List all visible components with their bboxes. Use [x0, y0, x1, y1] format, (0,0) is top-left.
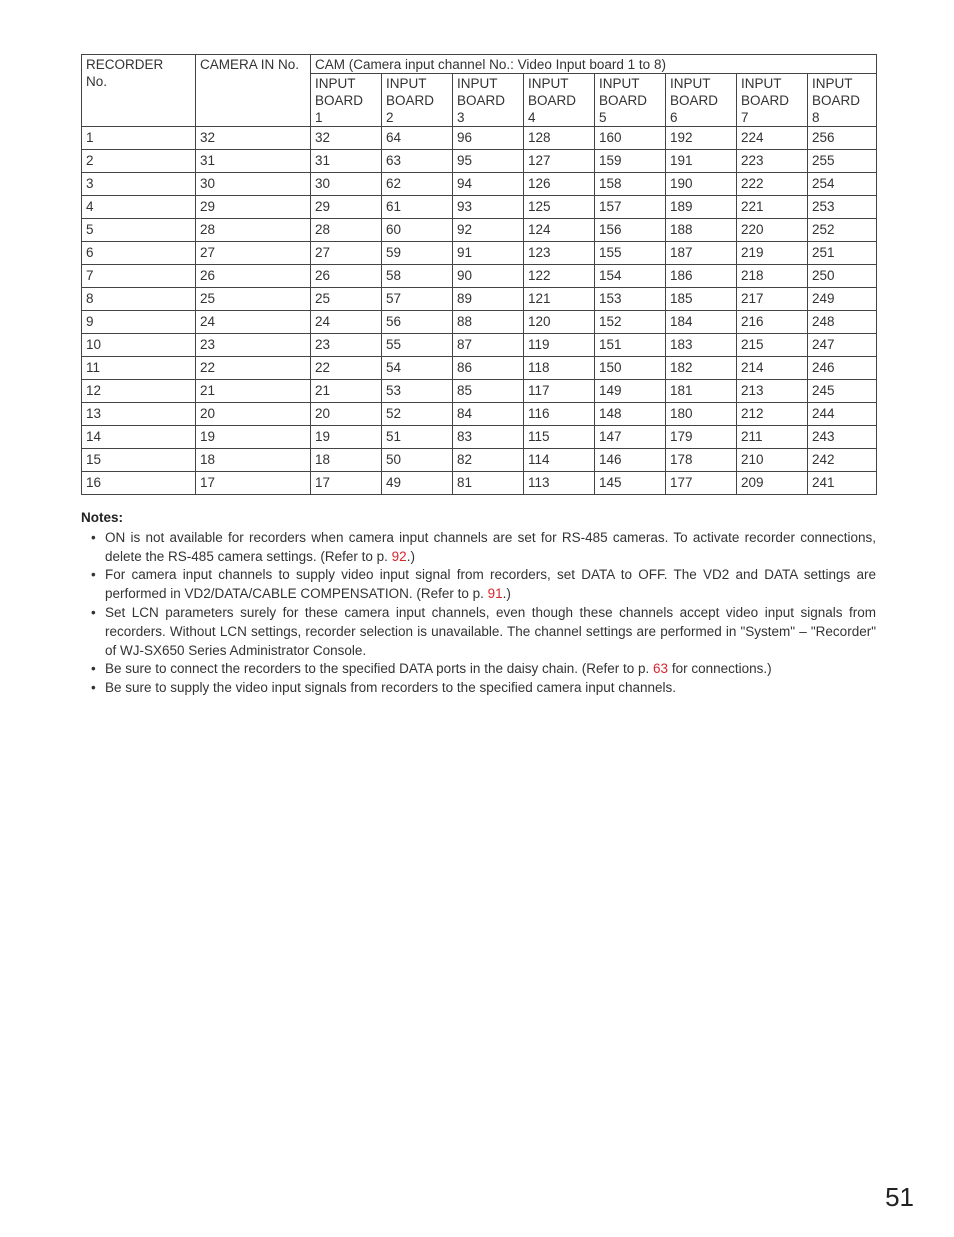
- table-cell: 5: [82, 219, 196, 242]
- table-cell: 155: [595, 242, 666, 265]
- page-number: 51: [885, 1182, 914, 1212]
- table-cell: 157: [595, 196, 666, 219]
- table-cell: 57: [382, 288, 453, 311]
- table-row: [82, 265, 877, 288]
- table-cell: 53: [382, 380, 453, 403]
- table-cell: 9: [82, 311, 196, 334]
- table-cell: 13: [82, 403, 196, 426]
- table-cell: 246: [808, 357, 877, 380]
- table-cell: 18: [196, 449, 311, 472]
- table-row: [82, 311, 877, 334]
- table-cell: 56: [382, 311, 453, 334]
- table-cell: 24: [196, 311, 311, 334]
- header-input-board-line: INPUT: [528, 76, 569, 91]
- table-cell: 153: [595, 288, 666, 311]
- table-cell: 160: [595, 127, 666, 150]
- header-input-board-line: INPUT: [741, 76, 782, 91]
- table-cell: 18: [311, 449, 382, 472]
- table-cell: 243: [808, 426, 877, 449]
- table-cell: 55: [382, 334, 453, 357]
- table-cell: 26: [196, 265, 311, 288]
- table-cell: 31: [311, 150, 382, 173]
- table-cell: 16: [82, 472, 196, 495]
- table-cell: 118: [524, 357, 595, 380]
- table-cell: 122: [524, 265, 595, 288]
- note-text-end: .): [502, 586, 511, 602]
- table-cell: 90: [453, 265, 524, 288]
- table-cell: 22: [311, 357, 382, 380]
- table-cell: 255: [808, 150, 877, 173]
- header-input-board-line: BOARD: [741, 93, 790, 108]
- table-cell: 86: [453, 357, 524, 380]
- note-text: For camera input channels to supply video input signal from recorders, set DATA to OFF. The VD2 and DATA settings are performed in VD2/DATA/CABLE COMPENSATION. (Refer to p.: [105, 567, 876, 602]
- table-cell: 94: [453, 173, 524, 196]
- table-cell: 27: [196, 242, 311, 265]
- table-cell: 253: [808, 196, 877, 219]
- table-cell: 154: [595, 265, 666, 288]
- table-cell: 63: [382, 150, 453, 173]
- header-input-board-line: INPUT: [386, 76, 427, 91]
- table-cell: 185: [666, 288, 737, 311]
- notes-list: [81, 529, 876, 698]
- table-cell: 152: [595, 311, 666, 334]
- table-cell: 248: [808, 311, 877, 334]
- table-cell: 212: [737, 403, 808, 426]
- table-cell: 147: [595, 426, 666, 449]
- table-cell: 85: [453, 380, 524, 403]
- table-cell: 121: [524, 288, 595, 311]
- table-cell: 58: [382, 265, 453, 288]
- table-cell: 11: [82, 357, 196, 380]
- recorder-camera-table: [81, 54, 877, 495]
- table-row: [82, 403, 877, 426]
- table-row: [82, 150, 877, 173]
- table-cell: 145: [595, 472, 666, 495]
- header-input-board-7: [737, 74, 808, 127]
- table-cell: 252: [808, 219, 877, 242]
- header-input-board-line: 6: [670, 110, 678, 125]
- table-row: [82, 242, 877, 265]
- table-cell: 25: [311, 288, 382, 311]
- notes-section: [81, 509, 876, 698]
- table-cell: 178: [666, 449, 737, 472]
- table-cell: 115: [524, 426, 595, 449]
- table-cell: 88: [453, 311, 524, 334]
- table-row: [82, 196, 877, 219]
- table-cell: 120: [524, 311, 595, 334]
- table-cell: 93: [453, 196, 524, 219]
- header-input-board-line: 8: [812, 110, 820, 125]
- table-cell: 29: [311, 196, 382, 219]
- table-cell: 214: [737, 357, 808, 380]
- table-cell: 191: [666, 150, 737, 173]
- table-cell: 114: [524, 449, 595, 472]
- table-cell: 188: [666, 219, 737, 242]
- table-cell: 224: [737, 127, 808, 150]
- table-cell: 20: [196, 403, 311, 426]
- table-cell: 84: [453, 403, 524, 426]
- table-cell: 116: [524, 403, 595, 426]
- header-input-board-line: BOARD: [315, 93, 364, 108]
- table-cell: 22: [196, 357, 311, 380]
- note-text: Set LCN parameters surely for these camera input channels, even though these channels accept video input signals from recorders. Without LCN settings, recorder selection is unavailable. The channel settings are performed in "System" – "Recorder" of WJ-SX650 Series Administrator Console.: [105, 604, 876, 658]
- table-cell: 4: [82, 196, 196, 219]
- table-cell: 126: [524, 173, 595, 196]
- table-cell: 125: [524, 196, 595, 219]
- header-input-board-line: BOARD: [528, 93, 577, 108]
- table-cell: 211: [737, 426, 808, 449]
- table-cell: 60: [382, 219, 453, 242]
- table-cell: 179: [666, 426, 737, 449]
- note-text-end: for connections.): [668, 661, 772, 677]
- table-cell: 49: [382, 472, 453, 495]
- header-input-board-line: INPUT: [315, 76, 356, 91]
- table-cell: 151: [595, 334, 666, 357]
- header-input-board-line: INPUT: [599, 76, 640, 91]
- header-input-board-3: [453, 74, 524, 127]
- header-input-board-line: 3: [457, 110, 465, 125]
- page-reference-link[interactable]: 92: [391, 548, 407, 564]
- table-cell: 50: [382, 449, 453, 472]
- table-cell: 180: [666, 403, 737, 426]
- header-input-board-line: BOARD: [457, 93, 506, 108]
- table-cell: 30: [196, 173, 311, 196]
- table-cell: 149: [595, 380, 666, 403]
- header-input-board-line: INPUT: [670, 76, 711, 91]
- table-cell: 250: [808, 265, 877, 288]
- table-cell: 158: [595, 173, 666, 196]
- table-cell: 113: [524, 472, 595, 495]
- header-input-board-1: [311, 74, 382, 127]
- table-cell: 23: [196, 334, 311, 357]
- table-cell: 241: [808, 472, 877, 495]
- table-cell: 128: [524, 127, 595, 150]
- table-cell: 221: [737, 196, 808, 219]
- table-cell: 217: [737, 288, 808, 311]
- table-cell: 51: [382, 426, 453, 449]
- table-cell: 123: [524, 242, 595, 265]
- table-cell: 247: [808, 334, 877, 357]
- table-cell: 21: [311, 380, 382, 403]
- table-cell: 26: [311, 265, 382, 288]
- header-input-board-5: [595, 74, 666, 127]
- table-cell: 183: [666, 334, 737, 357]
- table-cell: 59: [382, 242, 453, 265]
- table-cell: 10: [82, 334, 196, 357]
- page-reference-link[interactable]: 63: [653, 661, 669, 677]
- table-cell: 251: [808, 242, 877, 265]
- header-input-board-line: 2: [386, 110, 394, 125]
- header-input-board-line: INPUT: [812, 76, 853, 91]
- table-cell: 117: [524, 380, 595, 403]
- table-row: [82, 334, 877, 357]
- table-cell: 222: [737, 173, 808, 196]
- header-input-board-6: [666, 74, 737, 127]
- table-cell: 192: [666, 127, 737, 150]
- table-cell: 182: [666, 357, 737, 380]
- header-input-board-8: [808, 74, 877, 127]
- note-text: Be sure to connect the recorders to the specified DATA ports in the daisy chain. (Refer to p.: [105, 661, 654, 677]
- table-cell: 148: [595, 403, 666, 426]
- table-cell: 209: [737, 472, 808, 495]
- table-cell: 19: [311, 426, 382, 449]
- table-cell: 159: [595, 150, 666, 173]
- table-cell: 150: [595, 357, 666, 380]
- table-cell: 61: [382, 196, 453, 219]
- table-cell: 124: [524, 219, 595, 242]
- table-cell: 20: [311, 403, 382, 426]
- table-cell: 31: [196, 150, 311, 173]
- table-cell: 95: [453, 150, 524, 173]
- table-cell: 189: [666, 196, 737, 219]
- table-cell: 15: [82, 449, 196, 472]
- header-input-board-line: INPUT: [457, 76, 498, 91]
- table-cell: 210: [737, 449, 808, 472]
- header-cam-channel: CAM (Camera input channel No.: Video Input board 1 to 8): [311, 55, 877, 74]
- table-cell: 14: [82, 426, 196, 449]
- table-body: [82, 127, 877, 495]
- table-cell: 220: [737, 219, 808, 242]
- table-cell: 82: [453, 449, 524, 472]
- table-row: [82, 426, 877, 449]
- table-cell: 17: [311, 472, 382, 495]
- header-input-board-line: 4: [528, 110, 536, 125]
- table-cell: 28: [311, 219, 382, 242]
- header-input-board-line: 1: [315, 110, 323, 125]
- table-cell: 64: [382, 127, 453, 150]
- table-cell: 92: [453, 219, 524, 242]
- table-cell: 146: [595, 449, 666, 472]
- header-input-board-line: BOARD: [812, 93, 861, 108]
- table-cell: 215: [737, 334, 808, 357]
- note-item: [81, 604, 876, 660]
- table-cell: 249: [808, 288, 877, 311]
- table-cell: 21: [196, 380, 311, 403]
- table-cell: 187: [666, 242, 737, 265]
- table-cell: 256: [808, 127, 877, 150]
- table-cell: 19: [196, 426, 311, 449]
- table-cell: 245: [808, 380, 877, 403]
- notes-title: Notes:: [81, 510, 124, 525]
- table-cell: 96: [453, 127, 524, 150]
- table-cell: 254: [808, 173, 877, 196]
- table-cell: 8: [82, 288, 196, 311]
- table-cell: 190: [666, 173, 737, 196]
- table-cell: 242: [808, 449, 877, 472]
- note-item: [81, 679, 876, 698]
- note-item: [81, 529, 876, 567]
- table-cell: 91: [453, 242, 524, 265]
- table-cell: 29: [196, 196, 311, 219]
- table-cell: 2: [82, 150, 196, 173]
- table-cell: 89: [453, 288, 524, 311]
- table-cell: 25: [196, 288, 311, 311]
- note-text: Be sure to supply the video input signals from recorders to the specified camera input channels.: [105, 680, 677, 696]
- note-item: [81, 566, 876, 604]
- table-cell: 83: [453, 426, 524, 449]
- header-recorder-no: RECORDER No.: [82, 55, 196, 127]
- table-cell: 30: [311, 173, 382, 196]
- table-cell: 54: [382, 357, 453, 380]
- header-input-board-line: BOARD: [386, 93, 435, 108]
- table-cell: 186: [666, 265, 737, 288]
- table-cell: 23: [311, 334, 382, 357]
- table-row: [82, 219, 877, 242]
- table-cell: 219: [737, 242, 808, 265]
- table-cell: 28: [196, 219, 311, 242]
- table-cell: 3: [82, 173, 196, 196]
- table-cell: 32: [196, 127, 311, 150]
- table-row: [82, 380, 877, 403]
- header-camera-in-no: CAMERA IN No.: [196, 55, 311, 127]
- note-text: ON is not available for recorders when camera input channels are set for RS-485 cameras. To activate recorder connections, delete the RS-485 camera settings. (Refer to p.: [105, 529, 876, 564]
- table-cell: 87: [453, 334, 524, 357]
- table-cell: 7: [82, 265, 196, 288]
- note-item: [81, 660, 876, 679]
- table-cell: 216: [737, 311, 808, 334]
- header-input-board-4: [524, 74, 595, 127]
- table-cell: 184: [666, 311, 737, 334]
- table-cell: 27: [311, 242, 382, 265]
- note-text-end: .): [406, 548, 415, 564]
- table-row: [82, 449, 877, 472]
- table-cell: 17: [196, 472, 311, 495]
- table-cell: 244: [808, 403, 877, 426]
- table-cell: 119: [524, 334, 595, 357]
- page-reference-link[interactable]: 91: [487, 586, 503, 602]
- table-cell: 127: [524, 150, 595, 173]
- table-cell: 12: [82, 380, 196, 403]
- header-input-board-2: [382, 74, 453, 127]
- header-input-board-line: BOARD: [599, 93, 648, 108]
- table-cell: 32: [311, 127, 382, 150]
- table-cell: 218: [737, 265, 808, 288]
- table-row: [82, 288, 877, 311]
- table-cell: 223: [737, 150, 808, 173]
- table-row: [82, 357, 877, 380]
- table-cell: 62: [382, 173, 453, 196]
- table-cell: 6: [82, 242, 196, 265]
- table-cell: 156: [595, 219, 666, 242]
- table-row: [82, 472, 877, 495]
- header-input-board-line: BOARD: [670, 93, 719, 108]
- table-cell: 181: [666, 380, 737, 403]
- table-cell: 24: [311, 311, 382, 334]
- table-row: [82, 127, 877, 150]
- header-input-board-line: 5: [599, 110, 607, 125]
- table-cell: 81: [453, 472, 524, 495]
- table-cell: 1: [82, 127, 196, 150]
- table-row: [82, 173, 877, 196]
- table-cell: 213: [737, 380, 808, 403]
- table-cell: 52: [382, 403, 453, 426]
- table-cell: 177: [666, 472, 737, 495]
- header-input-board-line: 7: [741, 110, 749, 125]
